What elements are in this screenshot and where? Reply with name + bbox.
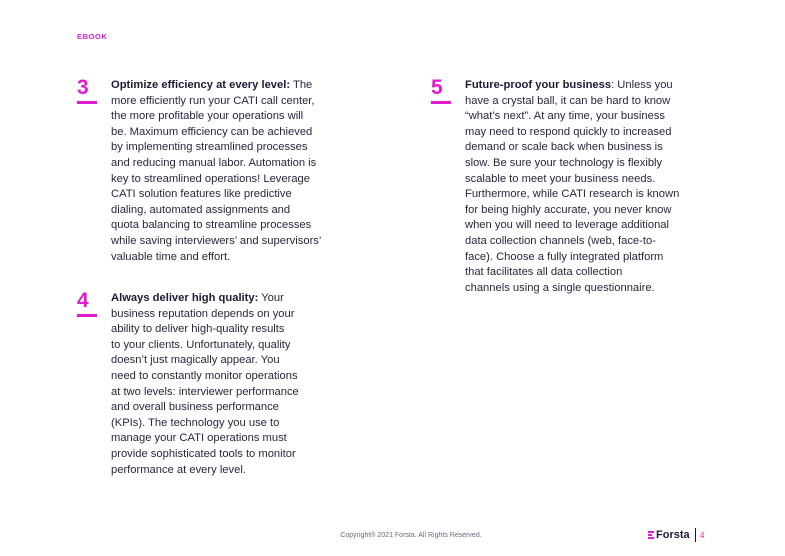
paragraph-line: while saving interviewers’ and supervisors’ bbox=[111, 234, 322, 247]
number-underline bbox=[77, 101, 97, 104]
page-number: 4 bbox=[700, 531, 705, 540]
paragraph-line: manage your CATI operations must bbox=[111, 432, 287, 445]
paragraph-line: for being highly accurate, you never know bbox=[465, 203, 672, 216]
paragraph-line: performance at every level. bbox=[111, 463, 246, 476]
paragraph-line: more efficiently run your CATI call center, bbox=[111, 94, 315, 107]
paragraph-line: demand or scale back when business is bbox=[465, 141, 663, 154]
paragraph-line: Always deliver high quality: Your bbox=[111, 292, 284, 304]
paragraph-line: “what’s next”. At any time, your business bbox=[465, 110, 666, 123]
paragraph-line: slow. Be sure your technology is flexibly bbox=[465, 156, 663, 169]
item-title: Future-proof your business bbox=[465, 79, 612, 91]
paragraph-line: dialing, automated assignments and bbox=[111, 203, 291, 216]
number-underline bbox=[431, 101, 451, 104]
copyright-text: Copyright® 2021 Forsta. All Rights Reserved. bbox=[340, 532, 482, 539]
paragraph-line: valuable time and effort. bbox=[111, 250, 231, 263]
item-paragraph bbox=[111, 291, 299, 478]
paragraph-line: that facilitates all data collection bbox=[465, 266, 623, 279]
paragraph-line: Furthermore, while CATI research is known bbox=[465, 188, 680, 201]
paragraph-line: at two levels: interviewer performance bbox=[111, 385, 299, 398]
item-paragraph bbox=[465, 78, 679, 296]
item-title: Always deliver high quality: bbox=[111, 292, 259, 304]
paragraph-line: business reputation depends on your bbox=[111, 307, 295, 320]
paragraph-line: provide sophisticated tools to monitor bbox=[111, 447, 296, 460]
item-title: Optimize efficiency at every level: bbox=[111, 79, 291, 91]
paragraph-line: ability to deliver high-quality results bbox=[111, 323, 285, 336]
number-underline bbox=[77, 314, 97, 317]
paragraph-line: Optimize efficiency at every level: The bbox=[111, 79, 313, 91]
item-number: 5 bbox=[431, 76, 443, 99]
item-number: 3 bbox=[77, 76, 89, 99]
paragraph-line: by implementing streamlined processes bbox=[111, 141, 308, 154]
paragraph-line: may need to respond quickly to increased bbox=[465, 125, 672, 138]
paragraph-line: key to streamlined operations! Leverage bbox=[111, 172, 311, 185]
paragraph-line: CATI solution features like predictive bbox=[111, 188, 292, 201]
paragraph-line: when you will need to leverage additional bbox=[465, 219, 669, 232]
forsta-logo bbox=[648, 529, 690, 541]
paragraph-line: scalable to meet your business needs. bbox=[465, 172, 656, 185]
paragraph-line: face). Choose a fully integrated platform bbox=[465, 250, 664, 263]
paragraph-line: channels using a single questionnaire. bbox=[465, 281, 655, 294]
paragraph-line: and reducing manual labor. Automation is bbox=[111, 156, 317, 169]
paragraph-line: need to constantly monitor operations bbox=[111, 369, 298, 382]
paragraph-line: (KPIs). The technology you use to bbox=[111, 416, 280, 429]
paragraph-line: the more profitable your operations will bbox=[111, 110, 304, 123]
paragraph-line: doesn’t just magically appear. You bbox=[111, 354, 280, 367]
paragraph-line: to your clients. Unfortunately, quality bbox=[111, 338, 291, 351]
paragraph-line: and overall business performance bbox=[111, 401, 279, 414]
item-paragraph bbox=[111, 78, 321, 265]
logo-text: Forsta bbox=[656, 529, 690, 541]
paragraph-line: data collection channels (web, face-to- bbox=[465, 234, 656, 247]
paragraph-line: quota balancing to streamline processes bbox=[111, 219, 312, 232]
forsta-logo-icon bbox=[648, 530, 654, 540]
paragraph-line: Future-proof your business: Unless you bbox=[465, 79, 673, 91]
paragraph-line: be. Maximum efficiency can be achieved bbox=[111, 125, 313, 138]
footer-divider bbox=[695, 528, 696, 542]
item-number: 4 bbox=[77, 289, 89, 312]
ebook-label: EBOOK bbox=[77, 32, 108, 41]
paragraph-line: have a crystal ball, it can be hard to know bbox=[465, 94, 671, 107]
